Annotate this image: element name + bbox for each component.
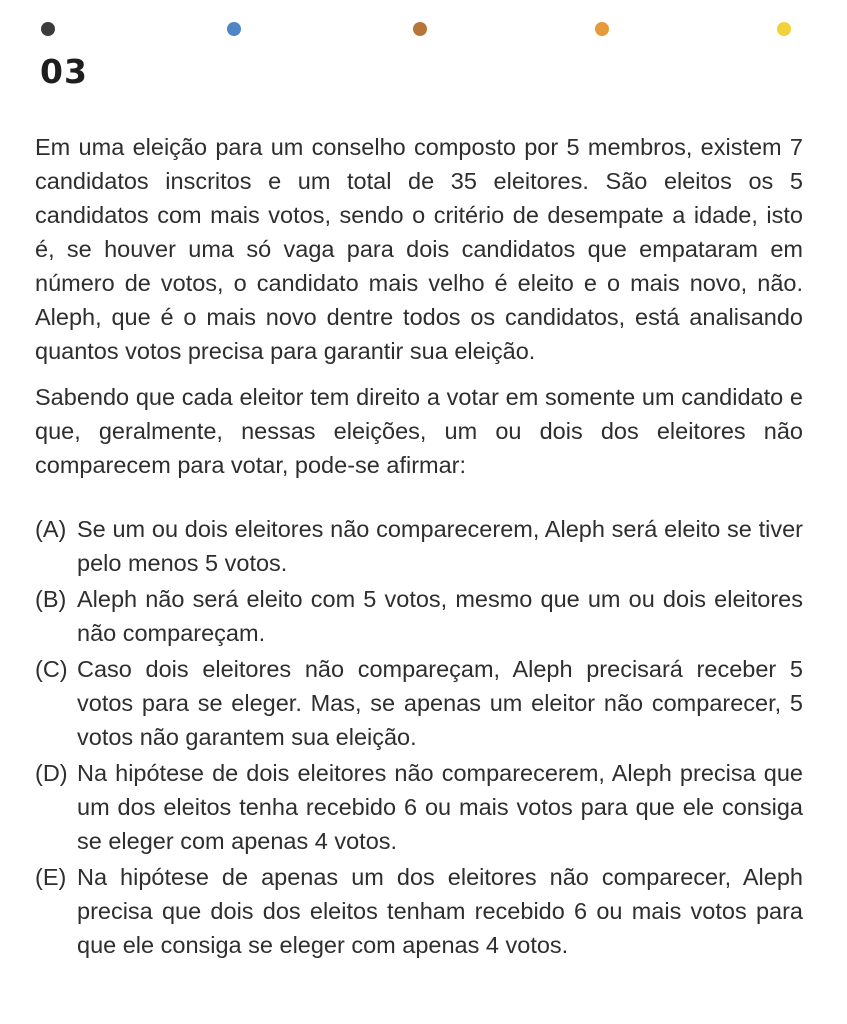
option-letter: (A)	[35, 516, 67, 542]
answer-options	[35, 512, 803, 962]
timeline-graphic	[40, 14, 800, 44]
question-prompt: Sabendo que cada eleitor tem direito a votar em somente um candidato e que, geralmente, nessas eleições, um ou dois dos eleitores não comparecem para votar, pode-se afirmar:	[35, 384, 803, 478]
timeline-dot-2	[227, 22, 241, 36]
option-a[interactable]	[35, 512, 803, 580]
option-e[interactable]	[35, 860, 803, 962]
timeline-dot-5	[777, 22, 791, 36]
timeline-dot-1	[41, 22, 55, 36]
option-text: Se um ou dois eleitores não comparecerem, Aleph será eleito se tiver pelo menos 5 votos.	[77, 516, 803, 576]
timeline-dot-3	[413, 22, 427, 36]
option-letter: (E)	[35, 864, 67, 890]
question-statement: Em uma eleição para um conselho composto por 5 membros, existem 7 candidatos inscritos e um total de 35 eleitores. São eleitos os 5 candidatos com mais votos, sendo o critério de desempate a idade, isto é, se houver uma só vaga para dois candidatos que empataram em número de votos, o candidato mais velho é eleito e o mais novo, não. Aleph, que é o mais novo dentre todos os candidatos, está analisando quantos votos precisa para garantir sua eleição.	[35, 134, 803, 364]
option-d[interactable]	[35, 756, 803, 858]
timeline-dot-4	[595, 22, 609, 36]
option-letter: (D)	[35, 760, 68, 786]
option-c[interactable]	[35, 652, 803, 754]
option-text: Aleph não será eleito com 5 votos, mesmo que um ou dois eleitores não compareçam.	[77, 586, 803, 646]
progress-timeline	[40, 14, 800, 44]
option-text: Na hipótese de dois eleitores não comparecerem, Aleph precisa que um dos eleitos tenha recebido 6 ou mais votos para que ele consiga se eleger com apenas 4 votos.	[77, 760, 803, 854]
option-letter: (B)	[35, 586, 67, 612]
option-text: Caso dois eleitores não compareçam, Aleph precisará receber 5 votos para se eleger. Mas, se apenas um eleitor não comparecer, 5 votos não garantem sua eleição.	[77, 656, 803, 750]
option-text: Na hipótese de apenas um dos eleitores não comparecer, Aleph precisa que dois dos eleitos tenham recebido 6 ou mais votos para que ele consiga se eleger com apenas 4 votos.	[77, 864, 803, 958]
option-b[interactable]	[35, 582, 803, 650]
question-body	[35, 130, 803, 962]
option-letter: (C)	[35, 656, 68, 682]
question-number: 03	[40, 52, 88, 91]
